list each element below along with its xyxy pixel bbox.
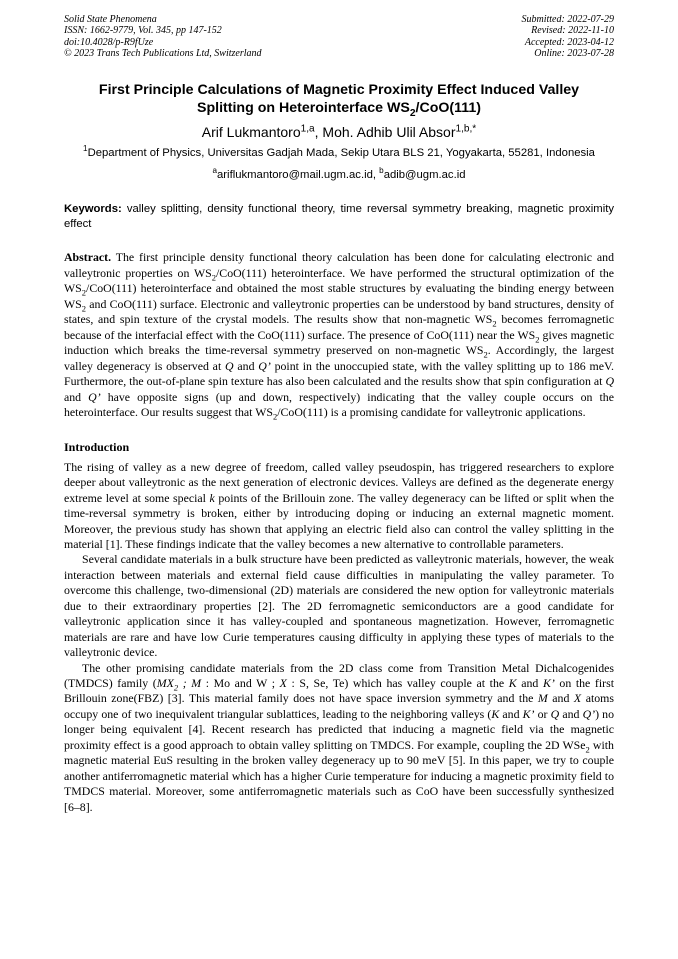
online-date: Online: 2023-07-28 [534, 47, 614, 59]
keywords [64, 202, 614, 231]
affiliation: $^1$Department of Physics, Universitas Gadjah Mada, Sekip Utara BLS 21, Yogyakarta, 55281, Indonesia [83, 144, 595, 160]
abstract-label: Abstract. [64, 250, 112, 265]
paper-title [64, 81, 614, 120]
paragraph: Several candidate materials in a bulk structure have been predicted as valleytronic materials, however, the weak interaction between materials and external field cause difficulties in manipulating the valley parameter. To overcome this challenge, two-dimensional (2D) materials are considered the new option for valleytronic materials due to their extraordinary properties [2]. The 2D ferromagnetic semiconductors are a good candidate for valleytronic application since it has valley-coupled and spontaneous magnetization. However, ferromagnetic materials are rare and have low Curie temperatures causing difficulty in applying these types of materials to the valleytronic device. [64, 552, 614, 660]
doi: doi:10.4028/p-R9fUze [64, 36, 154, 48]
issn: ISSN: 1662-9779, Vol. 345, pp 147-152 [64, 25, 222, 37]
accepted-date: Accepted: 2023-04-12 [524, 36, 614, 48]
introduction-body [64, 460, 614, 815]
title-line-1: First Principle Calculations of Magnetic Proximity Effect Induced Valley [98, 82, 580, 99]
section-heading-introduction: Introduction [64, 439, 130, 454]
journal-name: Solid State Phenomena [64, 14, 157, 25]
author-list: Arif Lukmantoro$^{1,a}$, Moh. Adhib Ulil Absor$^{1,b,*}$ [201, 123, 477, 141]
email-link[interactable]: adib@ugm.ac.id [383, 169, 466, 182]
email-link[interactable]: ariflukmantoro@mail.ugm.ac.id, [217, 169, 380, 182]
abstract-text: The first principle density functional theory calculation has been done for calculating electronic and valleytronic properties on $WS_2/CoO(111)$ heterointerface. We have performed the structural optimization of the $WS_2/CoO(111)$ heterointerface and obtained the most stable structures by evaluating the binding energy between $WS_2$ and CoO(111) surface. Electronic and valleytronic properties can be understood by band structures, density of states, and spin texture of the crystal models. The results show that non-magnetic $WS_2$ becomes ferromagnetic because of the interfacial effect with the CoO(111) surface. The presence of CoO(111) near the $WS_2$ gives magnetic induction which breaks the time-reversal symmetry preserved on non-magnetic $WS_2$. Accordingly, the largest valley degeneracy is observed at Q and Q’ point in the unoccupied state, with the valley splitting up to 186 meV. Furthermore, the out-of-plane spin texture has also been calculated and the results show that spin configuration at Q and Q’ have opposite signs (up and down, respectively) indicating that the valley couple occurs on the heterointerface. Our results suggest that $WS_2/CoO(111)$ is a promising candidate for valleytronic applications. [64, 250, 614, 422]
author-emails: $^a$ariflukmantoro@mail.ugm.ac.id, $^b$adib@ugm.ac.id [212, 166, 466, 182]
keywords-text: valley splitting, density functional theory, time reversal symmetry breaking, magnetic proximity effect [64, 203, 614, 230]
submitted-date: Submitted: 2022-07-29 [521, 14, 614, 25]
author-affiliation-mark: 1,a [300, 123, 315, 135]
author-affiliation-mark: 1,b,* [455, 123, 477, 135]
title-line-2: Splitting on Heterointerface $WS_2/CoO(111)$ [197, 100, 481, 120]
abstract [64, 250, 614, 421]
keywords-label: Keywords: [64, 203, 122, 216]
revised-date: Revised: 2022-11-10 [531, 25, 614, 37]
paper-page [64, 14, 614, 815]
author-name: Moh. Adhib Ulil Absor [322, 124, 456, 141]
paragraph: The other promising candidate materials from the 2D class come from Transition Metal Dichalcogenides (TMDCS) family ($MX_2$ ; M : Mo and W ; X : S, Se, Te) which has valley couple at the K and K’ on the first Brillouin zone(FBZ) [3]. This material family does not have space inversion symmetry and the M and X atoms occupy one of two inequivalent triangular sublattices, leading to the neighboring valleys (K and K’ or Q and Q’) no longer being equivalent [4]. Recent research has predicted that inducing a magnetic field via the magnetic proximity effect is a good approach to obtain valley splitting on TMDCS. For example, coupling the 2D WSe$_2$ with magnetic material EuS resulting in the broken valley degeneracy up to 90 meV [5]. In this paper, we try to couple another antiferromagnetic material which has a higher Curie temperature for inducing a magnetic proximity field to TMDCS material. Moreover, some antiferromagnetic materials such as CoO have been successfully synthesized [6–8]. [64, 660, 614, 814]
paragraph: The rising of valley as a new degree of freedom, called valley pseudospin, has triggered researchers to explore deeper about valleytronic as the next generation of electronic devices. Valleys are defined as the degenerate energy extreme level at some special k points of the Brillouin zone. The valley degeneracy can be lifted or split when the time-reversal symmetry is broken, either by introducing doping or inducing an external magnetic moment. Moreover, the previous study has shown that applying an electric field also can control the valley splitting in the material [1]. These findings indicate that the valley becomes a new alternative to controllable parameters. [64, 459, 614, 551]
author-name: Arif Lukmantoro [201, 124, 301, 141]
publication-metadata [64, 14, 614, 59]
journal-info [64, 14, 262, 59]
publication-dates [522, 14, 615, 59]
copyright: © 2023 Trans Tech Publications Ltd, Switzerland [64, 47, 262, 59]
